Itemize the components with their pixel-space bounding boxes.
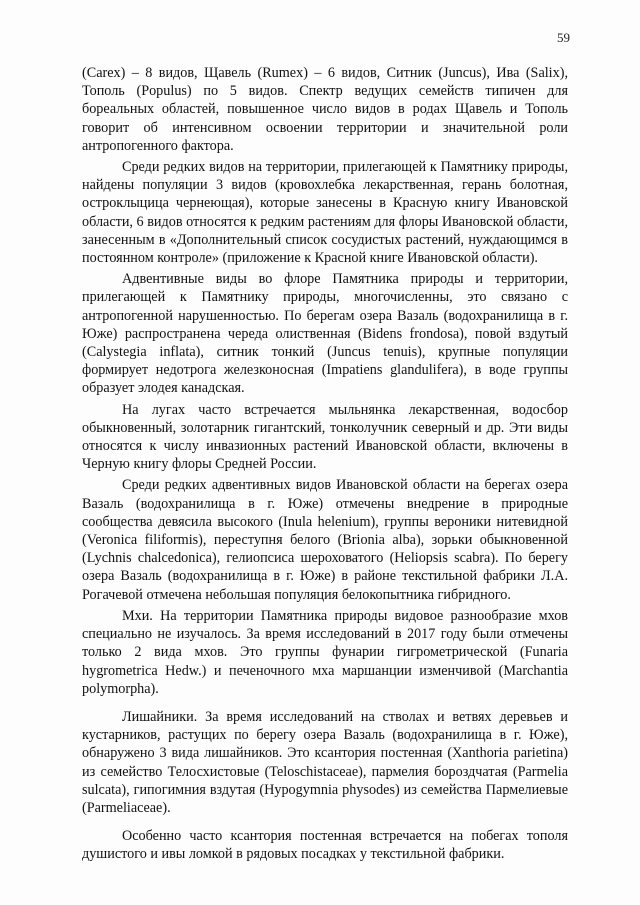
text-body [82, 64, 568, 864]
paragraph-mosses: Мхи. На территории Памятника природы видовое разнообразие мхов специально не изучалось. За время исследований в 2017 году были отмечены только 2 вида мхов. Это группы фунарии гигрометрической (Funaria hygrometrica Hedw.) и печеночного мха маршанции изменчивой (Marchantia polymorpha). [82, 607, 568, 697]
paragraph-meadow-invasive: На лугах часто встречается мыльнянка лекарственная, водосбор обыкновенный, золотарник гигантский, тонколучник северный и др. Эти виды относятся к числу инвазионных растений Ивановской области, включены в Черную книгу флоры Средней России. [82, 401, 568, 473]
paragraph-family-spectrum: (Carex) – 8 видов, Щавель (Rumex) – 6 видов, Ситник (Juncus), Ива (Salix), Тополь (Populus) по 5 видов. Спектр ведущих семейств типичен для бореальных областей, повышенное число видов в родах Щавель и Тополь говорит об интенсивном освоении территории и значительной роли антропогенного фактора. [82, 65, 568, 154]
paragraph-adventive-species: Адвентивные виды во флоре Памятника природы и территории, прилегающей к Памятнику природы, многочисленны, это связано с антропогенной нарушенностью. По берегам озера Вазаль (водохранилища в г. Юже) распространена череда олиственная (Bidens frondosa), повой вздутый (Calystegia inflata), ситник тонкий (Juncus tenuis), крупные популяции формирует недотрога железконосная (Impatiens glandulifera), в воде группы образует элодея канадская. [82, 271, 568, 397]
paragraph-xanthoria-note: Особенно часто ксантория постенная встречается на побегах тополя душистого и ивы ломкой в рядовых посадках у текстильной фабрики. [82, 828, 568, 863]
paragraph-lichens: Лишайники. За время исследований на стволах и ветвях деревьев и кустарников, растущих по берегу озера Вазаль (водохранилища в г. Юже), обнаружено 3 вида лишайников. Это ксантория постенная (Xanthoria parietina) из семейство Телосхистовые (Teloschistaceae), пармелия бороздчатая (Parmelia sulcata), гипогимния вздутая (Hypogymnia physodes) из семейства Пармелиевые (Parmeliaceae). [82, 708, 568, 816]
paragraph-rare-species: Среди редких видов на территории, прилегающей к Памятнику природы, найдены популяции 3 видов (кровохлебка лекарственная, герань болотная, остроклыцица чернеющая), которые занесены в Красную книгу Ивановской области, 6 видов относятся к редким растениям для флоры Ивановской области, занесенным в «Дополнительный список сосудистых растений, нуждающимся в постоянном контроле» (приложение к Красной книге Ивановской области). [82, 159, 568, 267]
paragraph-rare-adventive: Среди редких адвентивных видов Ивановской области на берегах озера Вазаль (водохранилища в г. Юже) отмечены внедрение в природные сообщества девясила высокого (Inula helenium), группы вероники нитевидной (Veronica filiformis), переступня белого (Brionia alba), зорьки обыкновенной (Lychnis chalcedonica), гелиопсиса шероховатого (Heliopsis scabra). По берегу озера Вазаль (водохранилища в г. Юже) в районе текстильной фабрики Л.А. Рогачевой отмечена небольшая популяция белокопытника гибридного. [82, 477, 568, 603]
page-number: 59 [557, 30, 570, 45]
